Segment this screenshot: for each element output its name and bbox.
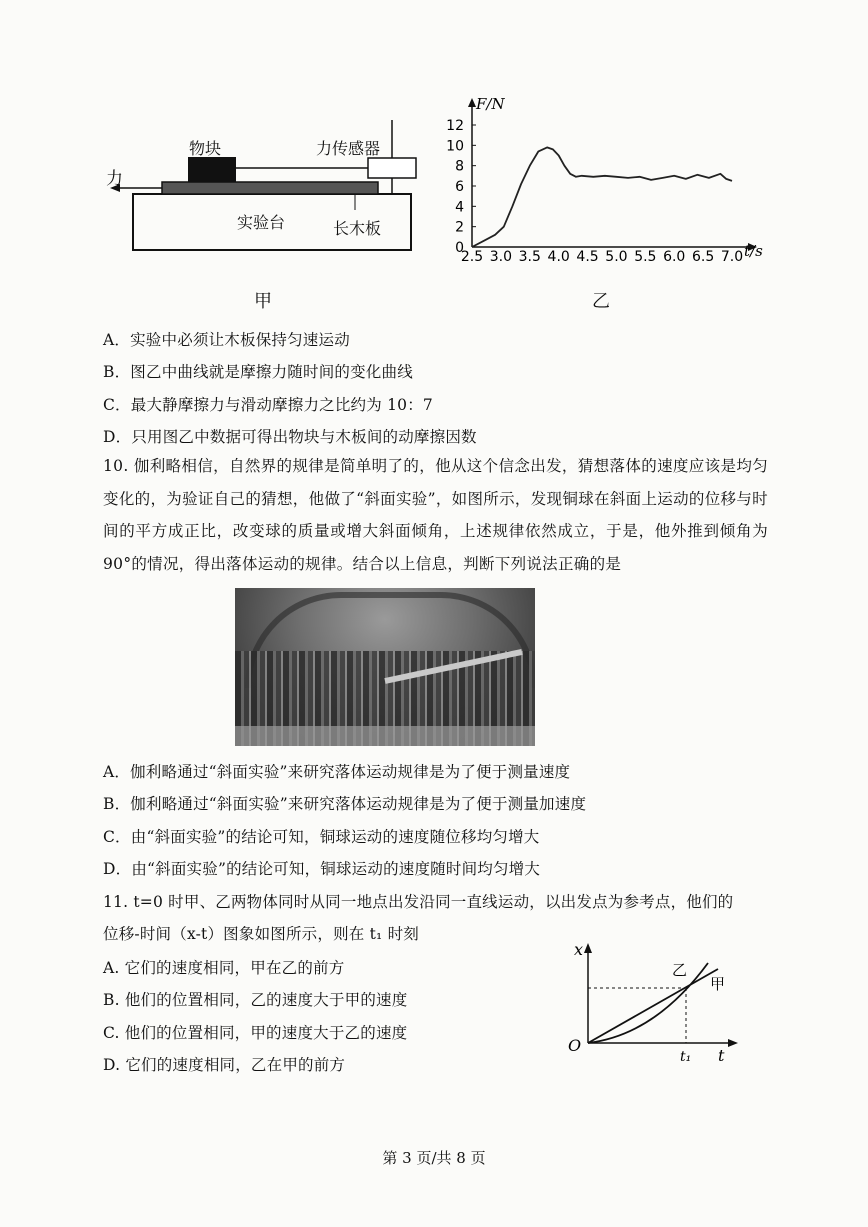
q11-stem-line1: 11. t=0 时甲、乙两物体同时从同一地点出发沿同一直线运动，以出发点为参考点，他们的 — [103, 893, 734, 911]
q10-option-b: B．伽利略通过“斜面实验”来研究落体运动规律是为了便于测量加速度 — [103, 795, 587, 813]
label-table: 实验台 — [237, 213, 286, 232]
galileo-painting — [235, 588, 535, 746]
y-tick-label: 2 — [455, 219, 464, 236]
q9-option-a: A．实验中必须让木板保持匀速运动 — [103, 331, 350, 349]
x-tick-label: 6.0 — [663, 249, 686, 265]
q11-option-c: C. 他们的位置相同，甲的速度大于乙的速度 — [103, 1024, 408, 1042]
xt-label-jia: 甲 — [710, 975, 726, 993]
x-tick-label: 7.0 — [720, 249, 744, 265]
xt-x-axis-label: t — [718, 1046, 725, 1065]
q9-option-d: D．只用图乙中数据可得出物块与木板间的动摩擦因数 — [103, 428, 477, 446]
xt-origin-label: O — [568, 1036, 582, 1055]
chart-ylabel: F/N — [476, 95, 505, 113]
q10-option-d: D．由“斜面实验”的结论可知，铜球运动的速度随时间均匀增大 — [103, 860, 541, 878]
chart-xlabel: t/s — [744, 242, 763, 260]
label-board: 长木板 — [333, 219, 382, 238]
caption-yi: 乙 — [592, 291, 610, 312]
curve-yi — [588, 963, 708, 1043]
q11-option-b: B. 他们的位置相同，乙的速度大于甲的速度 — [103, 991, 408, 1009]
x-tick-label: 3.0 — [489, 249, 513, 265]
y-tick-label: 10 — [446, 138, 464, 155]
block — [188, 157, 236, 182]
force-curve — [472, 147, 732, 247]
x-tick-label: 5.5 — [634, 249, 657, 265]
q9-option-c: C．最大静摩擦力与滑动摩擦力之比约为 10：7 — [103, 396, 433, 414]
arrow-up-icon — [584, 943, 592, 953]
xt-label-yi: 乙 — [672, 961, 688, 979]
x-tick-label: 6.5 — [691, 249, 715, 265]
q10-option-a: A．伽利略通过“斜面实验”来研究落体运动规律是为了便于测量速度 — [103, 763, 571, 781]
xt-y-axis-label: x — [574, 940, 584, 959]
x-tick-label: 3.5 — [518, 249, 541, 265]
y-tick-label: 4 — [455, 199, 464, 216]
force-sensor — [368, 158, 416, 178]
y-tick-label: 12 — [446, 118, 464, 134]
y-tick-label: 0 — [455, 240, 464, 256]
y-tick-label: 6 — [455, 179, 464, 195]
q11-option-d: D. 它们的速度相同，乙在甲的前方 — [103, 1056, 346, 1074]
xt-graph — [560, 935, 760, 1070]
arrow-right-icon — [728, 1039, 738, 1047]
caption-jia: 甲 — [254, 291, 272, 312]
q10-option-c: C．由“斜面实验”的结论可知，铜球运动的速度随位移均匀增大 — [103, 828, 540, 846]
q10-stem: 10. 伽利略相信，自然界的规律是简单明了的，他从这个信念出发，猜想落体的速度应该是均匀变化的，为验证自己的猜想，他做了“斜面实验”，如图所示，发现铜球在斜面上运动的位移与时间的平方成正比，改变球的质量或增大斜面倾角，上述规律依然成立，于是，他外推到倾角为 90°的情况，得出落体运动的规律。结合以上信息，判断下列说法正确的是 — [103, 457, 768, 573]
y-tick-label: 8 — [455, 158, 464, 175]
q11-stem-line2: 位移-时间（x-t）图象如图所示，则在 t₁ 时刻 — [103, 925, 419, 943]
label-sensor: 力传感器 — [316, 139, 381, 158]
line-jia — [588, 969, 718, 1043]
x-tick-label: 4.0 — [547, 249, 570, 265]
q9-option-b: B．图乙中曲线就是摩擦力随时间的变化曲线 — [103, 363, 413, 381]
q11-option-a: A. 它们的速度相同，甲在乙的前方 — [103, 959, 345, 977]
long-board — [162, 182, 378, 194]
page-footer: 第 3 页/共 8 页 — [382, 1149, 486, 1167]
xt-t1-label: t₁ — [680, 1049, 692, 1065]
x-tick-label: 4.5 — [576, 249, 599, 265]
x-tick-label: 2.5 — [460, 249, 484, 265]
label-force: 力 — [106, 169, 123, 189]
x-tick-label: 5.0 — [605, 249, 628, 265]
label-block: 物块 — [189, 139, 222, 158]
arrow-up-icon — [468, 98, 476, 107]
force-time-chart — [430, 95, 780, 270]
